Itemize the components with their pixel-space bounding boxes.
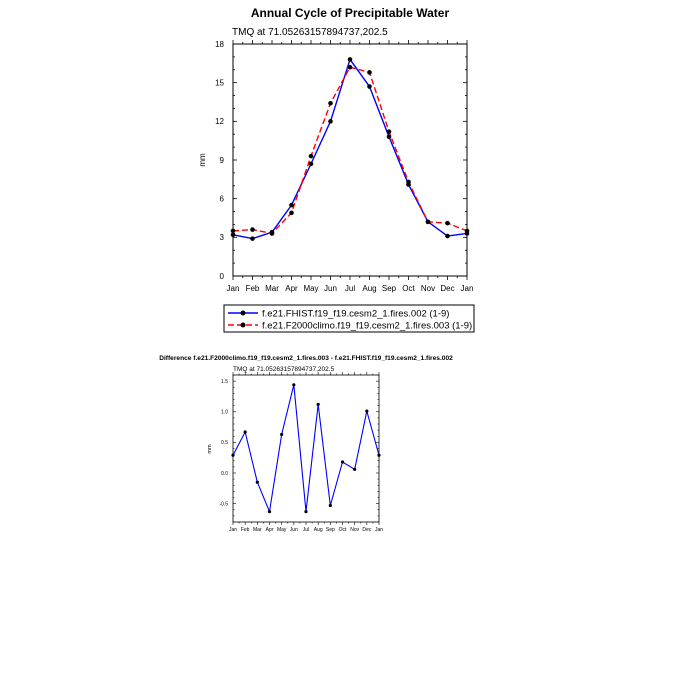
x-tick-label: Jan: [460, 284, 474, 293]
data-point-s2: [426, 220, 431, 225]
data-point-s1: [317, 403, 320, 406]
data-point-s1: [280, 433, 283, 436]
data-point-s1: [256, 481, 259, 484]
data-point-s2: [465, 229, 470, 234]
y-tick-label: 0.5: [221, 440, 228, 447]
y-tick-label: 0: [219, 271, 224, 281]
top-chart-title: Annual Cycle of Precipitable Water: [250, 6, 450, 20]
data-point-s1: [309, 162, 314, 167]
x-tick-label: Feb: [245, 284, 260, 293]
data-point-s1: [231, 454, 234, 457]
data-point-s2: [445, 221, 450, 226]
y-tick-label: 15: [215, 78, 224, 88]
x-tick-label: Jun: [324, 284, 337, 293]
x-tick-label: Jan: [226, 284, 240, 293]
x-tick-label: Jun: [289, 527, 298, 533]
x-tick-label: Nov: [350, 527, 360, 533]
bottom-plot-area: [219, 372, 383, 533]
series-line-2: [233, 67, 467, 233]
x-tick-label: May: [303, 284, 319, 293]
data-point-s1: [341, 460, 344, 463]
x-tick-label: Oct: [402, 284, 415, 293]
x-tick-label: Jul: [344, 284, 356, 293]
bottom-chart-subtitle: TMQ at 71.05263157894737,202.5: [233, 366, 335, 373]
bottom-chart-title: Difference f.e21.F2000climo.f19_f19.cesm2_1.fires.003 - f.e21.FHIST.f19_f19.cesm2_1.fires.002: [159, 355, 453, 362]
data-point-s1: [353, 468, 356, 471]
data-point-s2: [367, 70, 372, 75]
bottom-chart-ylabel: mm: [207, 444, 213, 454]
plot-frame: [233, 375, 379, 522]
y-tick-label: 1.5: [221, 378, 228, 385]
x-tick-label: Sep: [325, 527, 335, 533]
legend-marker-series2: [241, 323, 246, 328]
data-point-s1: [329, 504, 332, 507]
data-point-s1: [244, 430, 247, 433]
data-point-s1: [328, 119, 333, 124]
x-tick-label: Aug: [313, 527, 323, 533]
data-point-s2: [387, 129, 392, 134]
x-tick-label: Jul: [302, 527, 310, 533]
plot-frame: [233, 44, 467, 276]
data-point-s2: [289, 211, 294, 216]
top-chart-subtitle: TMQ at 71.05263157894737,202.5: [232, 27, 388, 38]
top-plot-area: [215, 40, 473, 293]
data-point-s1: [250, 236, 255, 241]
series-line-1: [233, 59, 467, 238]
legend-marker-series1: [241, 311, 246, 316]
x-tick-label: Dec: [440, 284, 455, 293]
legend-label-series2: f.e21.F2000climo.f19_f19.cesm2_1.fires.003 (1-9): [262, 320, 473, 332]
data-point-s1: [348, 57, 353, 62]
y-tick-label: 12: [215, 117, 224, 127]
x-tick-label: Jan: [374, 527, 384, 533]
data-point-s1: [365, 410, 368, 413]
data-point-s2: [250, 227, 255, 232]
data-point-s1: [387, 135, 392, 140]
x-tick-label: Feb: [240, 527, 250, 533]
y-tick-label: 1.0: [221, 409, 228, 416]
top-chart-ylabel: mm: [198, 153, 207, 167]
y-tick-label: 0.0: [221, 470, 228, 477]
data-point-s2: [348, 65, 353, 70]
y-tick-label: 9: [219, 155, 224, 165]
data-point-s2: [231, 229, 236, 234]
series-line-1: [233, 385, 379, 512]
x-tick-label: Mar: [265, 284, 279, 293]
data-point-s2: [406, 180, 411, 185]
x-tick-label: Nov: [420, 284, 436, 293]
data-point-s1: [367, 84, 372, 89]
data-point-s2: [270, 231, 275, 236]
data-point-s1: [292, 383, 295, 386]
data-point-s2: [309, 154, 314, 159]
x-tick-label: Dec: [362, 527, 372, 533]
y-tick-label: 18: [215, 39, 224, 49]
legend: [224, 305, 474, 332]
x-tick-label: May: [276, 527, 287, 533]
data-point-s1: [268, 510, 271, 513]
y-tick-label: -0.5: [219, 501, 228, 508]
x-tick-label: Aug: [362, 284, 377, 293]
data-point-s1: [445, 234, 450, 239]
data-point-s1: [377, 454, 380, 457]
y-tick-label: 6: [219, 194, 224, 204]
data-point-s2: [328, 101, 333, 106]
x-tick-label: Sep: [381, 284, 397, 293]
data-point-s1: [304, 510, 307, 513]
data-point-s1: [289, 203, 294, 208]
legend-label-series1: f.e21.FHIST.f19_f19.cesm2_1.fires.002 (1-9): [262, 308, 450, 320]
y-tick-label: 3: [219, 233, 224, 243]
x-tick-label: Apr: [285, 284, 298, 293]
x-tick-label: Mar: [253, 527, 262, 533]
x-tick-label: Oct: [338, 527, 347, 533]
x-tick-label: Apr: [265, 527, 274, 533]
x-tick-label: Jan: [228, 527, 238, 533]
